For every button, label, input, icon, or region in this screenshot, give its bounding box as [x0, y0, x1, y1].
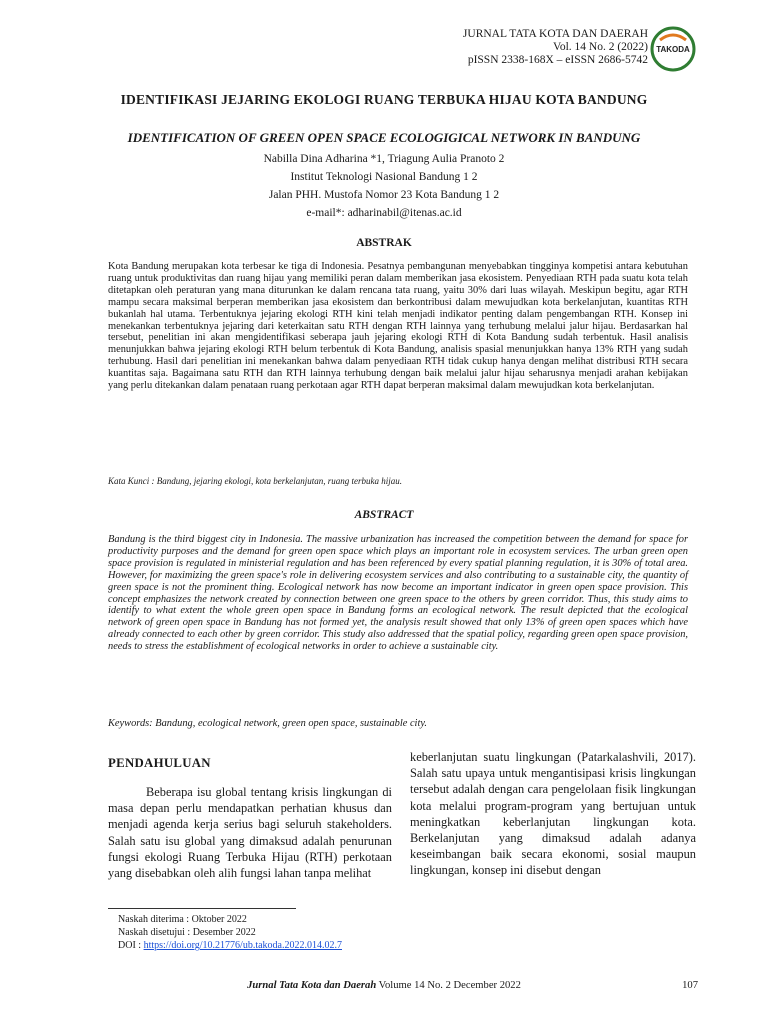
keywords: Keywords: Bandung, ecological network, green open space, sustainable city.: [108, 718, 427, 729]
abstrak-heading: ABSTRAK: [356, 237, 412, 249]
kata-kunci: Kata Kunci : Bandung, jejaring ekologi, kota berkelanjutan, ruang terbuka hijau.: [108, 476, 402, 486]
email: e-mail*: adharinabil@itenas.ac.id: [306, 207, 462, 219]
logo-text: TAKODA: [656, 45, 690, 54]
footer-issue: Volume 14 No. 2 December 2022: [376, 980, 521, 991]
affiliation: Institut Teknologi Nasional Bandung 1 2: [290, 171, 478, 183]
journal-volume: Vol. 14 No. 2 (2022): [553, 41, 648, 53]
intro-column-2: keberlanjutan suatu lingkungan (Patarkalashvili, 2017). Salah satu upaya untuk mengantisipasi krisis lingkungan tersebut adalah dengan cara pengelolaan fisik lingkungan kota melalui program-program yang bertujuan untuk meningkatkan keberlanjutan lingkungan kota. Berkelanjutan yang dimaksud adalah adanya keseimbangan baik secara ekonomi, sosial maupun lingkungan, konsep ini disebut dengan: [410, 750, 696, 878]
footer-journal: Jurnal Tata Kota dan Daerah: [247, 980, 377, 991]
paper-subtitle: IDENTIFICATION OF GREEN OPEN SPACE ECOLOGIGICAL NETWORK IN BANDUNG: [127, 130, 641, 145]
footnote-approved: Naskah disetujui : Desember 2022: [118, 927, 256, 938]
address: Jalan PHH. Mustofa Nomor 23 Kota Bandung 1 2: [268, 189, 500, 201]
authors: Nabilla Dina Adharina *1, Triagung Aulia Pranoto 2: [263, 153, 505, 165]
abstrak-body: Kota Bandung merupakan kota terbesar ke tiga di Indonesia. Pesatnya pembangunan menyebabkan tingginya kompetisi antara kebutuhan ruang untuk produktivitas dan ruang hijau yang memiliki peran dalam memberikan jasa ekosistem. Penyediaan RTH pada suatu kota telah ditetapkan oleh peraturan yang mana diturunkan ke dalam rencana tata ruang, yaitu 30% dari luas wilayah. Meskipun begitu, agar RTH mampu secara maksimal berperan memberikan jasa ekosistem dan berkontribusi dalam mewujudkan kota berkelanjutan, kuantitas RTH bukanlah hal utama. Terbentuknya jejaring ekologi RTH kini telah menjadi indikator penting dalam pengembangan RTH. Konsep ini menekankan terbentuknya jejaring dari keterkaitan satu RTH dengan RTH lainnya yang terhubung melalui jalur hijau. Berdasarkan hal tersebut, penelitian ini akan mengidentifikasi seberapa jauh jejaring ekologi RTH di Kota Bandung sudah terbentuk. Hasil analisis menunjukkan bahwa jejaring ekologi RTH belum terbentuk di Kota Bandung, analisis spasial menunjukkan hanya 13% RTH yang sudah terhubung. Hasil dari penelitian ini menekankan bahwa dalam penyediaan RTH tidak cukup hanya dengan melihat distribusi RTH secara kuantitas saja. Bagaimana satu RTH dan RTH lainnya terhubung dengan baik melalui jalur hijau seharusnya menjadi arahan kebijakan yang perlu ditekankan dalam penataan ruang perkotaan agar RTH dapat berperan maksimal dalam mewujudkan kota berkelanjutan.: [108, 261, 688, 392]
page-footer: [0, 980, 768, 991]
abstract-body: Bandung is the third biggest city in Indonesia. The massive urbanization has increased the competition between the demand for space for productivity purposes and the demand for green open space which plays an important role in ecosystem services. The urban green open space provision is regulated in ministerial regulation and has been referenced by every spatial planning regulation, it is 30% of total area. However, for maximizing the green space's role in delivering ecosystem services and also contributing to a sustainable city, the quantity of green space is not the prominent thing. Ecological network has now become an important indicator in green open space provision. This concept emphasizes the network created by connection between one green space to the others by green corridor. Thus, this study aims to identify to what extent the whole green open space in Bandung forms an ecological network. The result depicted that the ecological network of green open space in Bandung has not formed yet, the analysis result showed that only 13% of green open spaces which have already connected to each other by green corridor. This study also addressed that the spatial policy, regarding green open space provision, needs to stress the establishment of ecological networks in order to achieve a sustainable city.: [108, 534, 688, 653]
journal-issn: pISSN 2338-168X – eISSN 2686-5742: [467, 54, 648, 66]
takoda-logo: [650, 26, 696, 72]
journal-name: JURNAL TATA KOTA DAN DAERAH: [462, 28, 648, 40]
footnote-received: Naskah diterima : Oktober 2022: [118, 914, 247, 925]
footnote-divider: [108, 908, 296, 909]
paper-title: IDENTIFIKASI JEJARING EKOLOGI RUANG TERBUKA HIJAU KOTA BANDUNG: [120, 92, 648, 107]
section-heading: PENDAHULUAN: [108, 756, 211, 770]
footnote-doi: [118, 940, 342, 952]
intro-column-1: Beberapa isu global tentang krisis lingkungan di masa depan perlu mendapatkan perhatian khusus dan menjadi agenda kerja serius bagi seluruh stakeholders. Salah satu isu global yang dimaksud adalah penurunan fungsi ekologi Ruang Terbuka Hijau (RTH) perkotaan yang disebabkan oleh alih fungsi lahan tanpa melihat: [108, 785, 392, 881]
page-number: 107: [682, 980, 698, 991]
doi-link[interactable]: https://doi.org/10.21776/ub.takoda.2022.014.02.7: [143, 940, 342, 951]
abstract-heading: ABSTRACT: [354, 509, 414, 521]
journal-header: [463, 28, 648, 67]
doi-label: DOI :: [118, 940, 144, 951]
